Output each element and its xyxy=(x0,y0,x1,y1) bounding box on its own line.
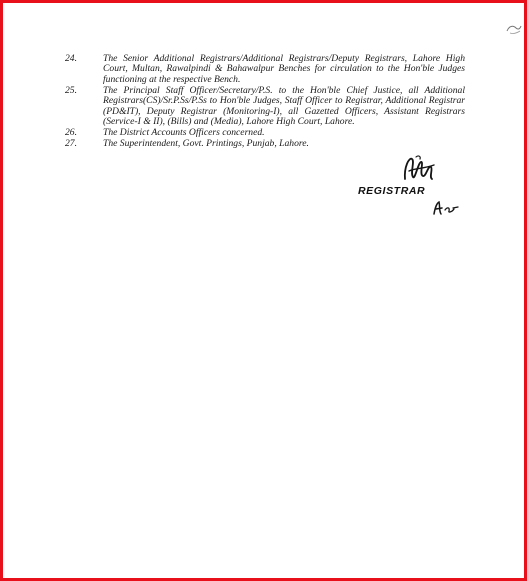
item-number: 25. xyxy=(65,84,77,96)
handwritten-signature-icon xyxy=(401,153,437,187)
registrar-title: REGISTRAR xyxy=(358,185,426,197)
item-text: The Senior Additional Registrars/Additional Registrars/Deputy Registrars, Lahore High Court, Multan, Rawalpindi & Bahawalpur Benches for circulation to the Hon'ble Judges functioning at the respective Bench. xyxy=(103,53,465,85)
item-text: The Superintendent, Govt. Printings, Punjab, Lahore. xyxy=(103,137,309,149)
item-text: The Principal Staff Officer/Secretary/P.S. to the Hon'ble Chief Justice, all Additional Registrars(CS)/Sr.P.Ss/P.Ss to Hon'ble Judges, Staff Officer to Registrar, Additional Registrar (PD&IT), Deputy Registrar (Monitoring-I), all Gazetted Officers, Assistant Registrars (Service-I & II), (Bills) and (Media), Lahore High Court, Lahore. xyxy=(103,84,465,127)
item-number: 24. xyxy=(65,53,77,64)
list-item xyxy=(65,139,465,149)
item-number: 26. xyxy=(65,126,77,138)
item-text: The District Accounts Officers concerned. xyxy=(103,126,265,138)
list-item xyxy=(65,54,465,85)
stamp-mark-icon xyxy=(505,22,523,36)
list-item xyxy=(65,86,465,128)
item-number: 27. xyxy=(65,137,77,149)
distribution-list xyxy=(65,54,465,149)
list-item xyxy=(65,128,465,138)
handwritten-initials-icon xyxy=(431,200,461,216)
